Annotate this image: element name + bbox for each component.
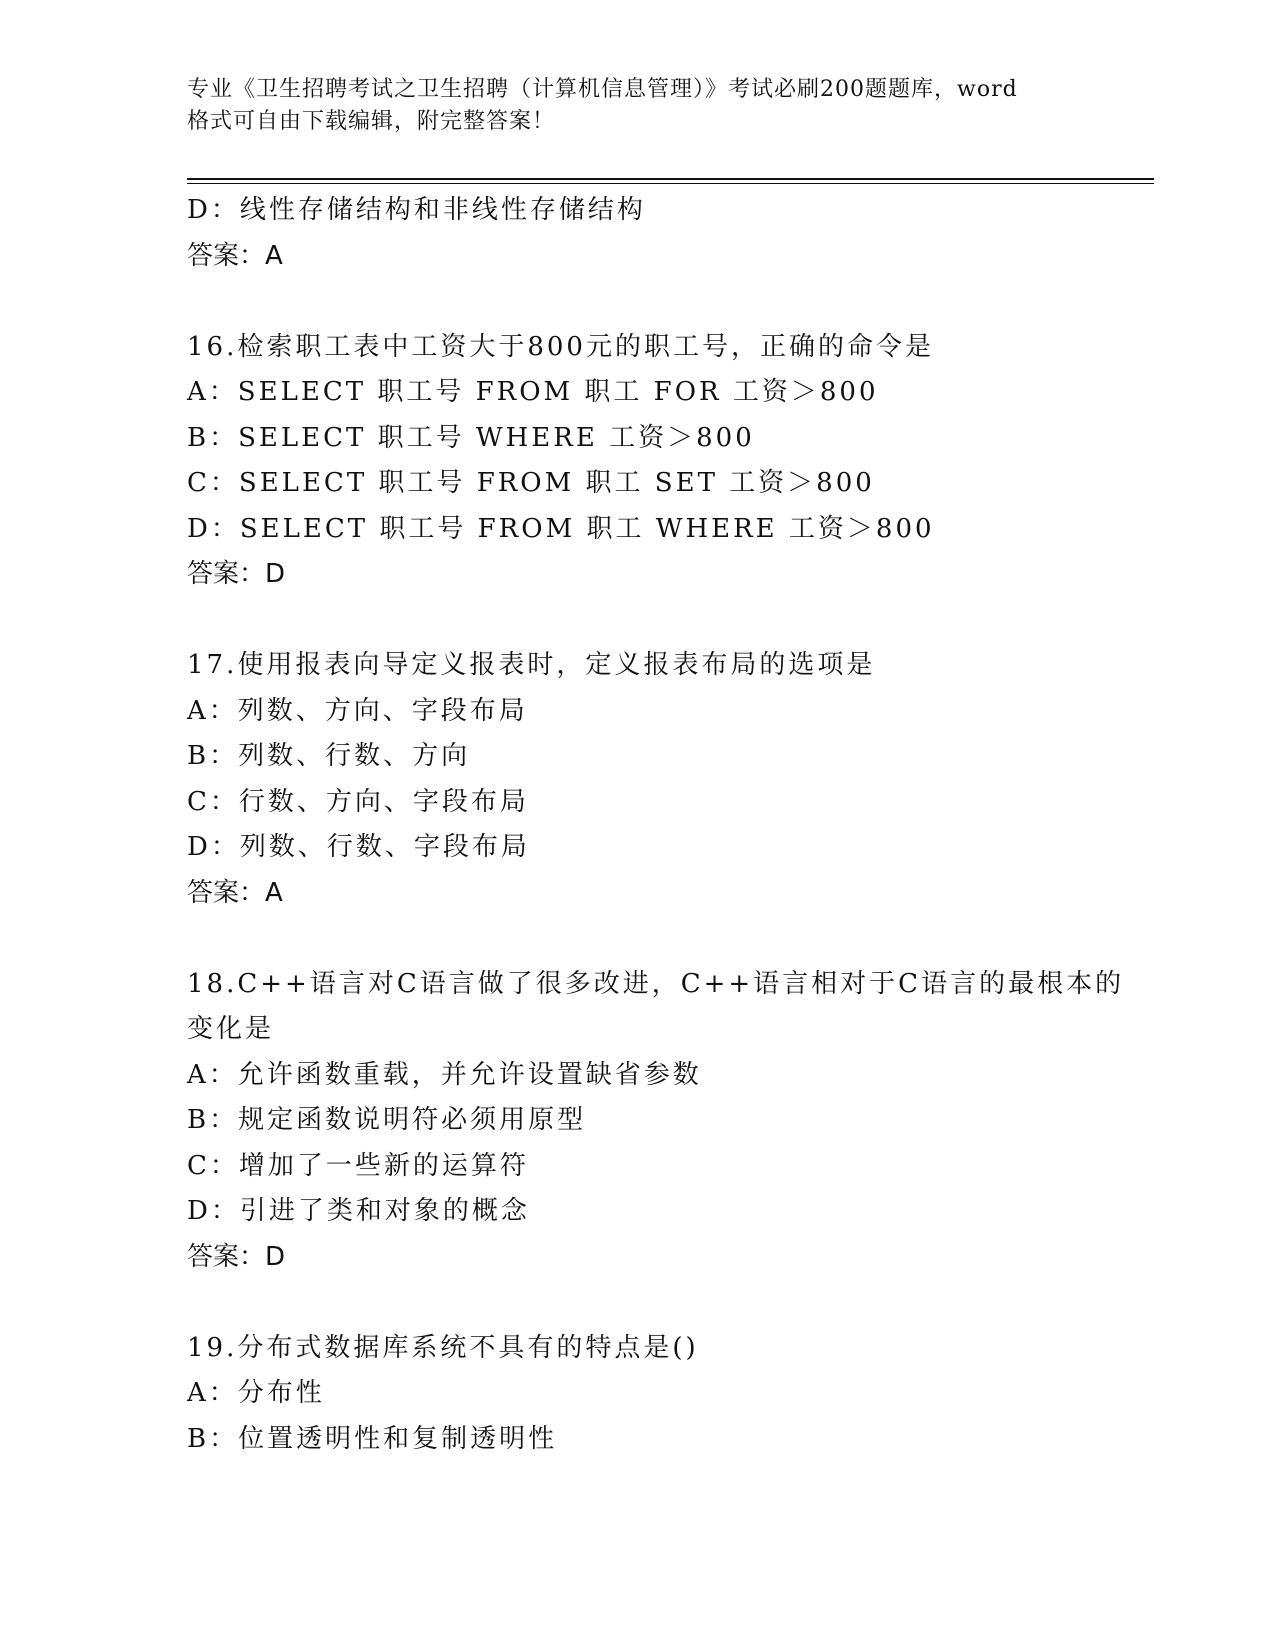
question-stem: 19.分布式数据库系统不具有的特点是() — [187, 1332, 699, 1363]
spacer — [187, 598, 1087, 644]
option-c: C：行数、方向、字段布局 — [187, 786, 529, 817]
spacer — [187, 1280, 1087, 1326]
header-divider-thick — [187, 178, 1154, 180]
option-a: A：SELECT 职工号 FROM 职工 FOR 工资＞800 — [187, 377, 879, 407]
answer-line: 答案：A — [187, 240, 283, 271]
option-d: D：引进了类和对象的概念 — [187, 1196, 530, 1226]
spacer — [187, 916, 1087, 962]
option-d: D：线性存储结构和非线性存储结构 — [187, 195, 646, 225]
header-line-1: 专业《卫生招聘考试之卫生招聘（计算机信息管理）》考试必刷200题题库，word — [187, 77, 1018, 102]
option-c: C：SELECT 职工号 FROM 职工 SET 工资＞800 — [187, 468, 875, 498]
document-body — [187, 188, 1125, 1462]
question-block-16 — [187, 325, 1087, 598]
option-d: D：SELECT 职工号 FROM 职工 WHERE 工资＞800 — [187, 513, 935, 544]
question-stem: 18.C++语言对C语言做了很多改进，C++语言相对于C语言的最根本的 — [187, 968, 1125, 999]
option-a: A：分布性 — [187, 1378, 325, 1408]
option-b: B：位置透明性和复制透明性 — [187, 1423, 558, 1454]
question-block-17 — [187, 643, 1087, 916]
option-a: A：允许函数重载，并允许设置缺省参数 — [187, 1059, 702, 1090]
question-block-15 — [187, 188, 1087, 279]
document-header — [187, 74, 1087, 138]
option-a: A：列数、方向、字段布局 — [187, 695, 528, 726]
option-c: C：增加了一些新的运算符 — [187, 1150, 529, 1181]
header-line-2: 格式可自由下载编辑，附完整答案！ — [187, 109, 556, 134]
spacer — [187, 279, 1087, 325]
option-b: B：列数、行数、方向 — [187, 741, 471, 771]
question-stem: 17.使用报表向导定义报表时，定义报表布局的选项是 — [187, 650, 876, 680]
answer-line: 答案：D — [187, 559, 286, 589]
question-block-19 — [187, 1326, 1087, 1463]
question-block-18 — [187, 962, 1125, 1281]
question-stem: 16.检索职工表中工资大于800元的职工号，正确的命令是 — [187, 331, 934, 362]
header-divider-thin — [187, 183, 1154, 184]
question-stem-continued: 变化是 — [187, 1014, 275, 1044]
answer-line: 答案：D — [187, 1241, 286, 1272]
option-d: D：列数、行数、字段布局 — [187, 832, 530, 862]
option-b: B：SELECT 职工号 WHERE 工资＞800 — [187, 422, 755, 453]
answer-line: 答案：A — [187, 877, 283, 908]
option-b: B：规定函数说明符必须用原型 — [187, 1105, 587, 1135]
